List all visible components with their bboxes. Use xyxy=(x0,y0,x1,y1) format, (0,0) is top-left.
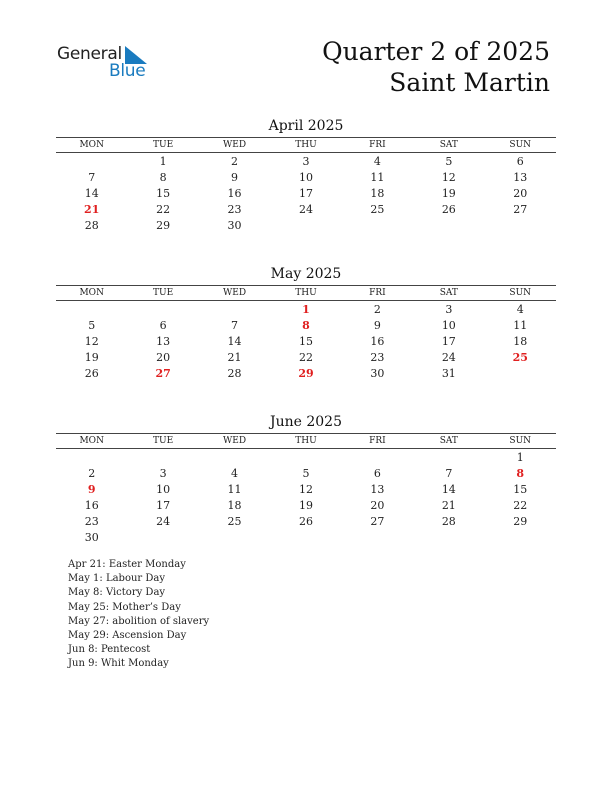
week-row xyxy=(56,333,556,349)
week-row xyxy=(56,301,556,317)
weekday-label: FRI xyxy=(369,288,386,298)
holiday-day-cell: 9 xyxy=(87,482,96,496)
week-row xyxy=(56,317,556,333)
day-cell: 10 xyxy=(298,170,313,184)
week-row xyxy=(56,153,556,169)
weekday-label: THU xyxy=(295,436,317,446)
day-cell: 30 xyxy=(227,218,242,232)
day-cell: 22 xyxy=(156,202,171,216)
weekday-label: TUE xyxy=(153,140,174,150)
day-cell: 17 xyxy=(441,334,456,348)
weekday-label: MON xyxy=(79,140,104,150)
weekday-header-row xyxy=(56,433,556,449)
month-calendar xyxy=(56,116,556,233)
day-cell: 29 xyxy=(156,218,171,232)
day-cell: 2 xyxy=(88,466,96,480)
day-cell: 7 xyxy=(445,466,453,480)
day-cell: 13 xyxy=(156,334,171,348)
day-cell: 26 xyxy=(441,202,456,216)
day-cell: 24 xyxy=(441,350,456,364)
day-cell: 12 xyxy=(441,170,456,184)
weekday-label: THU xyxy=(295,288,317,298)
holiday-day-cell: 8 xyxy=(302,318,310,332)
week-row xyxy=(56,481,556,497)
week-row xyxy=(56,529,556,545)
holiday-day-cell: 25 xyxy=(512,350,528,364)
day-cell: 19 xyxy=(298,498,313,512)
day-cell: 14 xyxy=(227,334,242,348)
week-row xyxy=(56,201,556,217)
holiday-day-cell: 8 xyxy=(516,466,525,480)
day-cell: 4 xyxy=(231,466,239,480)
weekday-label: SAT xyxy=(439,140,458,150)
weekday-label: FRI xyxy=(369,140,386,150)
weekday-label: SUN xyxy=(509,288,532,298)
day-cell: 5 xyxy=(445,154,453,168)
weekday-label: SUN xyxy=(509,140,532,150)
generalblue-logo xyxy=(57,44,157,80)
weekday-label: SAT xyxy=(439,288,458,298)
month-title: May 2025 xyxy=(270,266,342,282)
weekday-label: THU xyxy=(295,140,317,150)
day-cell: 13 xyxy=(513,170,528,184)
day-cell: 29 xyxy=(513,514,528,528)
week-row xyxy=(56,497,556,513)
day-cell: 15 xyxy=(156,186,171,200)
month-title: June 2025 xyxy=(269,414,342,430)
day-cell: 12 xyxy=(298,482,313,496)
day-cell: 21 xyxy=(227,350,242,364)
holiday-list-item: May 8: Victory Day xyxy=(68,587,166,599)
day-cell: 25 xyxy=(370,202,385,216)
weekday-label: SUN xyxy=(509,436,532,446)
day-cell: 30 xyxy=(370,366,385,380)
weekday-label: TUE xyxy=(153,288,174,298)
day-cell: 19 xyxy=(441,186,456,200)
day-cell: 3 xyxy=(302,154,310,168)
day-cell: 27 xyxy=(370,514,385,528)
day-cell: 6 xyxy=(373,466,381,480)
country-title: Saint Martin xyxy=(389,68,550,97)
weekday-label: SAT xyxy=(439,436,458,446)
weekday-header-row xyxy=(56,285,556,301)
day-cell: 9 xyxy=(231,170,239,184)
day-cell: 10 xyxy=(156,482,171,496)
weekday-header-row xyxy=(56,137,556,153)
day-cell: 18 xyxy=(513,334,528,348)
day-cell: 18 xyxy=(370,186,385,200)
day-cell: 28 xyxy=(227,366,242,380)
holiday-list-item: May 25: Mother’s Day xyxy=(68,601,181,613)
day-cell: 30 xyxy=(84,530,99,544)
day-cell: 24 xyxy=(298,202,313,216)
day-cell: 28 xyxy=(84,218,99,232)
week-row xyxy=(56,169,556,185)
day-cell: 4 xyxy=(373,154,381,168)
logo-blue-text: Blue xyxy=(109,61,146,81)
page-title xyxy=(322,36,550,98)
day-cell: 27 xyxy=(513,202,528,216)
week-row xyxy=(56,513,556,529)
day-cell: 4 xyxy=(516,302,524,316)
week-row xyxy=(56,465,556,481)
holiday-day-cell: 21 xyxy=(84,202,100,216)
weekday-label: WED xyxy=(223,436,247,446)
month-title: April 2025 xyxy=(268,118,344,134)
day-cell: 14 xyxy=(84,186,99,200)
day-cell: 25 xyxy=(227,514,242,528)
weekday-label: WED xyxy=(223,140,247,150)
day-cell: 3 xyxy=(159,466,167,480)
day-cell: 20 xyxy=(370,498,385,512)
week-row xyxy=(56,185,556,201)
day-cell: 11 xyxy=(513,318,528,332)
day-cell: 14 xyxy=(441,482,456,496)
holiday-list-item: May 1: Labour Day xyxy=(68,573,165,585)
day-cell: 10 xyxy=(441,318,456,332)
day-cell: 22 xyxy=(298,350,313,364)
holiday-list-item: Jun 9: Whit Monday xyxy=(68,658,169,670)
day-cell: 26 xyxy=(84,366,99,380)
day-cell: 23 xyxy=(370,350,385,364)
day-cell: 2 xyxy=(231,154,239,168)
weekday-label: MON xyxy=(79,288,104,298)
week-row xyxy=(56,217,556,233)
day-cell: 16 xyxy=(227,186,242,200)
day-cell: 11 xyxy=(370,170,385,184)
day-cell: 1 xyxy=(516,450,524,464)
day-cell: 16 xyxy=(84,498,99,512)
day-cell: 5 xyxy=(88,318,96,332)
day-cell: 15 xyxy=(298,334,313,348)
day-cell: 9 xyxy=(373,318,381,332)
day-cell: 13 xyxy=(370,482,385,496)
holiday-list-item: Jun 8: Pentecost xyxy=(68,644,151,656)
day-cell: 28 xyxy=(441,514,456,528)
day-cell: 11 xyxy=(227,482,242,496)
week-row xyxy=(56,349,556,365)
day-cell: 23 xyxy=(84,514,99,528)
day-cell: 7 xyxy=(231,318,239,332)
holiday-list xyxy=(68,558,209,672)
day-cell: 2 xyxy=(373,302,381,316)
day-cell: 8 xyxy=(159,170,167,184)
week-row xyxy=(56,449,556,465)
day-cell: 16 xyxy=(370,334,385,348)
day-cell: 20 xyxy=(513,186,528,200)
day-cell: 12 xyxy=(84,334,99,348)
day-cell: 23 xyxy=(227,202,242,216)
month-calendar xyxy=(56,264,556,381)
day-cell: 7 xyxy=(88,170,96,184)
weekday-label: TUE xyxy=(153,436,174,446)
weekday-label: MON xyxy=(79,436,104,446)
holiday-list-item: Apr 21: Easter Monday xyxy=(68,559,186,570)
holiday-list-item: May 29: Ascension Day xyxy=(68,630,187,642)
holiday-day-cell: 27 xyxy=(155,366,171,380)
day-cell: 21 xyxy=(441,498,456,512)
day-cell: 24 xyxy=(156,514,171,528)
month-calendar xyxy=(56,412,556,545)
day-cell: 6 xyxy=(159,318,167,332)
day-cell: 15 xyxy=(513,482,528,496)
day-cell: 26 xyxy=(298,514,313,528)
day-cell: 5 xyxy=(302,466,310,480)
logo-general-text: General xyxy=(57,44,122,64)
day-cell: 31 xyxy=(441,366,456,380)
weekday-label: WED xyxy=(223,288,247,298)
holiday-day-cell: 29 xyxy=(298,366,314,380)
day-cell: 18 xyxy=(227,498,242,512)
day-cell: 6 xyxy=(516,154,524,168)
day-cell: 22 xyxy=(513,498,528,512)
day-cell: 19 xyxy=(84,350,99,364)
quarter-title: Quarter 2 of 2025 xyxy=(322,37,550,66)
week-row xyxy=(56,365,556,381)
holiday-day-cell: 1 xyxy=(302,302,310,316)
holiday-list-item: May 27: abolition of slavery xyxy=(68,615,210,627)
day-cell: 20 xyxy=(156,350,171,364)
day-cell: 17 xyxy=(156,498,171,512)
day-cell: 3 xyxy=(445,302,453,316)
day-cell: 17 xyxy=(298,186,313,200)
weekday-label: FRI xyxy=(369,436,386,446)
day-cell: 1 xyxy=(159,154,167,168)
